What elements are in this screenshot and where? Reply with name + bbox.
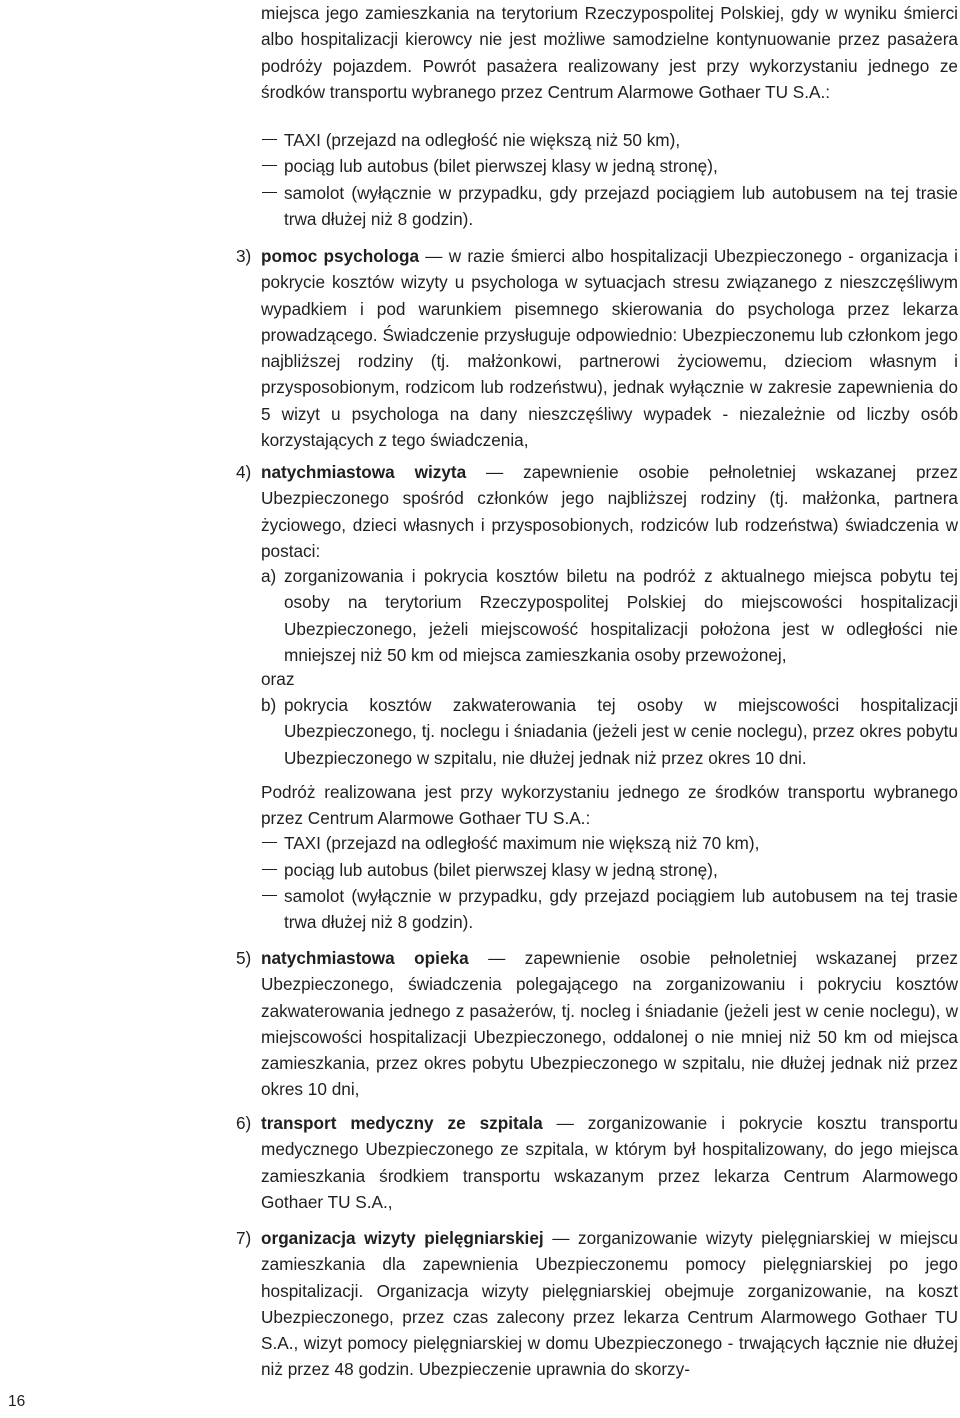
item-5-text: zapewnienie osobie pełnoletniej wskazanej przez Ubezpieczonego, świadczenia polegającego na zorganizowaniu i pokryciu kosztów zakwaterowania jednego z pasażerów, tj. nocleg i śniadanie (jeżeli jest w cenie noclegu), w miejscowości hospitalizacji Ubezpieczonego, oddalonej o nie mniej niż 50 km od miejsca zamieszkania, przez okres pobytu Ubezpieczonego w szpitalu, nie dłużej jednak niż przez okres 10 dni,	[261, 948, 959, 1100]
travel-bullet-2: pociąg lub autobus (bilet pierwszej klasy w jedną stronę),	[284, 860, 718, 880]
item-5-paragraph: natychmiastowa opieka — zapewnienie osobie pełnoletniej wskazanej przez Ubezpieczonego, świadczenia polegającego na zorganizowaniu i pokryciu kosztów zakwaterowania jednego z pasażerów, tj. nocleg i śniadanie (jeżeli jest w cenie noclegu), w miejscowości hospitalizacji Ubezpieczonego, oddalonej o nie mniej niż 50 km od miejsca zamieszkania, przez okres pobytu Ubezpieczonego w szpitalu, nie dłużej jednak niż przez okres 10 dni,	[261, 948, 959, 1100]
bullet-dash	[262, 139, 277, 140]
intro-bullet-2: pociąg lub autobus (bilet pierwszej klasy w jedną stronę),	[284, 156, 718, 176]
item-3-text: w razie śmierci albo hospitalizacji Ubezpieczonego - organizacja i pokrycie kosztów wizyty u psychologa w sytuacjach stresu związanego z nieszczęśliwym wypadkiem i pod warunkiem pisemnego skierowania do psychologa przez lekarza prowadzącego. Świadczenie przysługuje odpowiednio: Ubezpieczonemu lub członkom jego najbliższej rodziny (tj. małżonkowi, partnerowi życiowemu, dzieciom własnym i przysposobionym, rodzicom lub rodzeństwu), jednak wyłącznie w zakresie zapewnienia do 5 wizyt u psychologa na dany nieszczęśliwy wypadek - niezależnie od liczby osób korzystających z tego świadczenia,	[261, 246, 959, 451]
item-3-paragraph: pomoc psychologa — w razie śmierci albo hospitalizacji Ubezpieczonego - organizacja i pokrycie kosztów wizyty u psychologa w sytuacjach stresu związanego z nieszczęśliwym wypadkiem i pod warunkiem pisemnego skierowania do psychologa przez lekarza prowadzącego. Świadczenie przysługuje odpowiednio: Ubezpieczonemu lub członkom jego najbliższej rodziny (tj. małżonkowi, partnerowi życiowemu, dzieciom własnym i przysposobionym, rodzicom lub rodzeństwu), jednak wyłącznie w zakresie zapewnienia do 5 wizyt u psychologa na dany nieszczęśliwy wypadek - niezależnie od liczby osób korzystających z tego świadczenia,	[261, 246, 959, 451]
oraz-text: oraz	[261, 669, 295, 689]
item-7-paragraph: organizacja wizyty pielęgniarskiej — zorganizowanie wizyty pielęgniarskiej w miejscu zamieszkania dla zapewnienia Ubezpieczonemu pomocy pielęgniarskiej po jego hospitalizacji. Organizacja wizyty pielęgniarskiej obejmuje zorganizowanie, na koszt Ubezpieczonego, przez czas zalecony przez lekarza Centrum Alarmowego Gothaer TU S.A., wizyt pomocy pielęgniarskiej w domu Ubezpieczonego - trwających łącznie nie dłużej niż przez 48 godzin. Ubezpieczenie uprawnia do skorzy-	[261, 1228, 958, 1380]
intro-bullet-1: TAXI (przejazd na odległość nie większą niż 50 km),	[284, 130, 681, 150]
subitem-label-b: b)	[261, 695, 277, 715]
item-7-text: zorganizowanie wizyty pielęgniarskiej w miejscu zamieszkania dla zapewnienia Ubezpieczonemu pomocy pielęgniarskiej po jego hospitalizacji. Organizacja wizyty pielęgniarskiej obejmuje zorganizowanie, na koszt Ubezpieczonego, przez czas zalecony przez lekarza Centrum Alarmowego Gothaer TU S.A., wizyt pomocy pielęgniarskiej w domu Ubezpieczonego - trwających łącznie nie dłużej niż przez 48 godzin. Ubezpieczenie uprawnia do skorzy-	[261, 1228, 958, 1380]
travel-paragraph: Podróż realizowana jest przy wykorzystaniu jednego ze środków transportu wybranego przez Centrum Alarmowe Gothaer TU S.A.:	[261, 782, 958, 829]
intro-paragraph: miejsca jego zamieszkania na terytorium Rzeczypospolitej Polskiej, gdy w wyniku śmierci albo hospitalizacji kierowcy nie jest możliwe samodzielne kontynuowanie przez pasażera podróży pojazdem. Powrót pasażera realizowany jest przy wykorzystaniu jednego ze środków transportu wybranego przez Centrum Alarmowe Gothaer TU S.A.:	[261, 3, 958, 102]
bullet-dash	[262, 165, 277, 166]
item-6-text: zorganizowanie i pokrycie kosztu transportu medycznego Ubezpieczonego ze szpitala, w którym był hospitalizowany, do jego miejsca zamieszkania środkiem transportu wskazanym przez lekarza Centrum Alarmowego Gothaer TU S.A.,	[261, 1113, 958, 1212]
bullet-dash	[262, 192, 277, 193]
bullet-dash	[262, 869, 277, 870]
subitem-label-a: a)	[261, 566, 277, 586]
item-number-6: 6)	[236, 1113, 252, 1133]
subitem-b-text: pokrycia kosztów zakwaterowania tej osoby w miejscowości hospitalizacji Ubezpieczonego, tj. noclegu i śniadania (jeżeli jest w cenie noclegu), przez okres pobytu Ubezpieczonego w szpitalu, nie dłużej jednak niż przez okres 10 dni.	[284, 695, 958, 768]
item-6-paragraph: transport medyczny ze szpitala — zorganizowanie i pokrycie kosztu transportu medycznego Ubezpieczonego ze szpitala, w którym był hospitalizowany, do jego miejsca zamieszkania środkiem transportu wskazanym przez lekarza Centrum Alarmowego Gothaer TU S.A.,	[261, 1113, 958, 1212]
item-4-paragraph: natychmiastowa wizyta — zapewnienie osobie pełnoletniej wskazanej przez Ubezpieczonego spośród członków jego najbliższej rodziny (tj. małżonka, partnera życiowego, dzieci własnych i przysposobionych, rodziców lub rodzeństwa) świadczenia w postaci:	[261, 462, 958, 561]
page-number: 16	[8, 1393, 26, 1410]
item-number-3: 3)	[236, 246, 252, 266]
item-4-title: natychmiastowa wizyta	[261, 462, 467, 482]
item-number-7: 7)	[236, 1228, 252, 1248]
item-6-title: transport medyczny ze szpitala	[261, 1113, 543, 1133]
bullet-dash	[262, 842, 277, 843]
item-3-title: pomoc psychologa	[261, 246, 420, 266]
travel-bullet-3: samolot (wyłącznie w przypadku, gdy przejazd pociągiem lub autobusem na tej trasie trwa dłużej niż 8 godzin).	[284, 886, 958, 933]
subitem-a-text: zorganizowania i pokrycia kosztów biletu na podróż z aktualnego miejsca pobytu tej osoby na terytorium Rzeczypospolitej Polskiej do miejscowości hospitalizacji Ubezpieczonego, jeżeli miejscowość hospitalizacji położona jest w odległości nie mniejszej niż 50 km od miejsca zamieszkania osoby przewożonej,	[284, 566, 958, 665]
intro-bullet-3: samolot (wyłącznie w przypadku, gdy przejazd pociągiem lub autobusem na tej trasie trwa dłużej niż 8 godzin).	[284, 183, 958, 230]
item-number-4: 4)	[236, 462, 252, 482]
bullet-dash	[262, 895, 277, 896]
item-number-5: 5)	[236, 948, 252, 968]
item-4-text: zapewnienie osobie pełnoletniej wskazanej przez Ubezpieczonego spośród członków jego najbliższej rodziny (tj. małżonka, partnera życiowego, dzieci własnych i przysposobionych, rodziców lub rodzeństwa) świadczenia w postaci:	[261, 462, 958, 561]
item-7-title: organizacja wizyty pielęgniarskiej	[261, 1228, 544, 1248]
travel-bullet-1: TAXI (przejazd na odległość maximum nie większą niż 70 km),	[284, 833, 760, 853]
item-5-title: natychmiastowa opieka	[261, 948, 469, 968]
